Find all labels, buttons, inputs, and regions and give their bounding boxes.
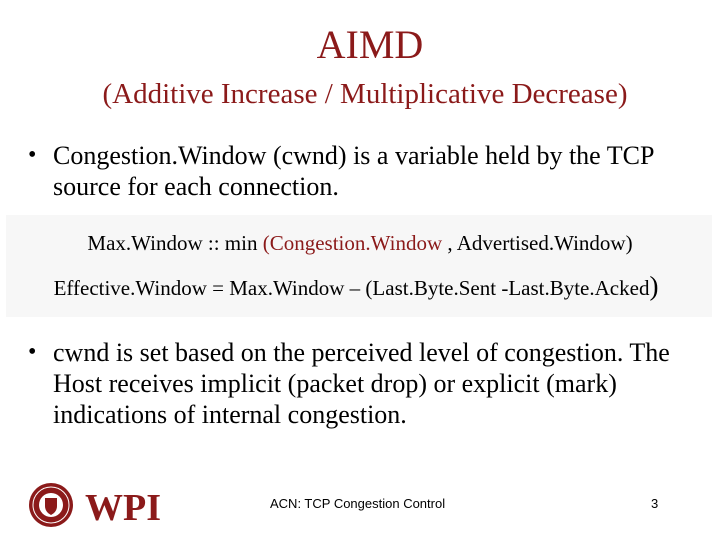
formula-max-window [0,229,720,257]
bullet-symbol: • [28,142,37,168]
logo-wordmark: WPI [85,487,161,529]
bullet-text: cwnd is set based on the perceived level of congestion. The Host receives implicit (packet drop) or explicit (mark) indications of internal congestion. [53,338,670,429]
bullet-symbol: • [28,339,37,365]
formula-suffix: , Advertised.Window) [447,231,633,255]
formula-effective-window [0,272,716,302]
formula-close-paren: ) [649,271,659,301]
wpi-logo [26,480,168,530]
bullet-item [28,140,688,202]
slide-subtitle: (Additive Increase / Multiplicative Decrease) [102,78,628,110]
formula-prefix: Max.Window :: min [87,231,263,255]
formula-text: Effective.Window = Max.Window – (Last.Byte.Sent -Last.Byte.Acked [53,276,650,300]
footer-course-text: ACN: TCP Congestion Control [270,496,446,511]
slide-title: AIMD [316,22,424,67]
page-number: 3 [651,496,659,511]
formula-highlight: (Congestion.Window [262,231,448,255]
bullet-text: Congestion.Window (cwnd) is a variable held by the TCP source for each connection. [53,141,654,201]
bullet-item [28,337,688,430]
